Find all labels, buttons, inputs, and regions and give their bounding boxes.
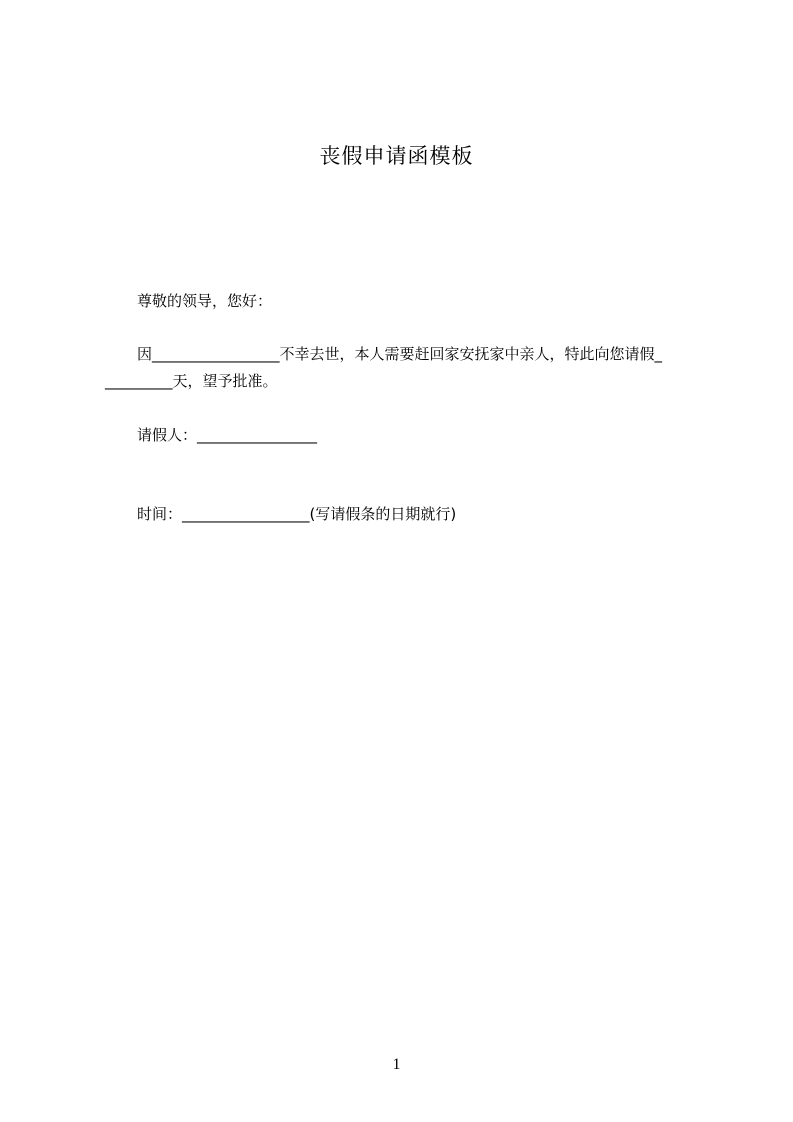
- time-line: 时间：_________________(写请假条的日期就行): [137, 505, 457, 523]
- greeting-line: 尊敬的领导，您好：: [137, 292, 273, 310]
- body-paragraph-line-1: 因_________________不幸去世，本人需要赶回家安抚家中亲人，特此向您请假_: [137, 345, 663, 363]
- page-number: 1: [392, 1056, 401, 1073]
- body-paragraph-line-2: _________天，望予批准。: [105, 372, 278, 390]
- document-title: 丧假申请函模板: [319, 144, 474, 168]
- applicant-line: 请假人：________________: [137, 426, 318, 444]
